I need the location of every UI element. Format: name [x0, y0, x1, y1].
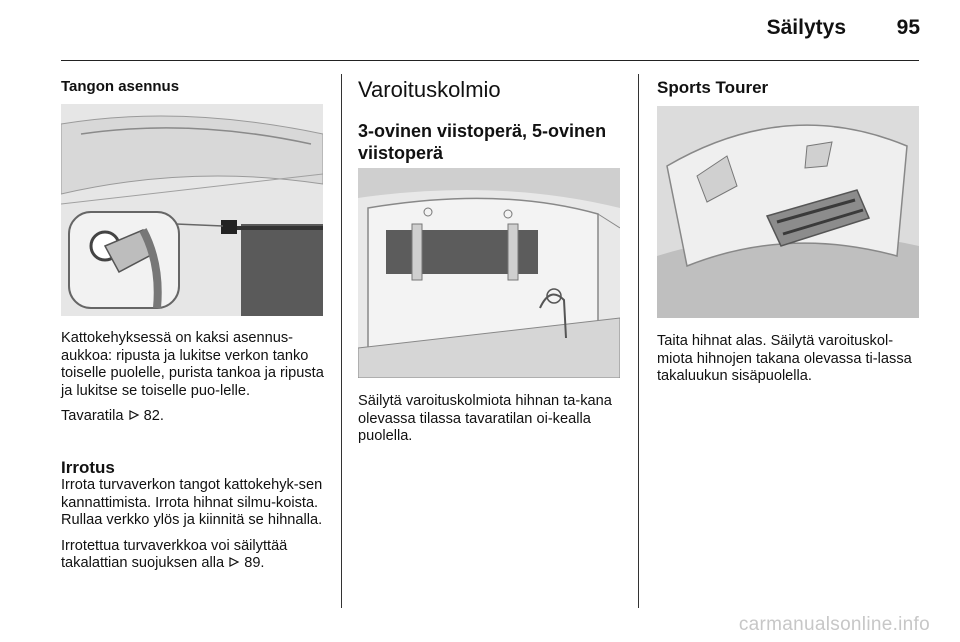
- column-divider-right: [638, 74, 639, 608]
- paragraph-warning-triangle: Säilytä varoituskolmiota hihnan ta-kana olevassa tilassa tavaratilan oi-kealla puolella.: [358, 393, 612, 445]
- section-heading-rod-install: Tangon asennus: [61, 78, 180, 95]
- page-number: 95: [896, 16, 920, 39]
- middle-column-text: [358, 393, 622, 454]
- paragraph-removal: Irrota turvaverkon tangot kattokehyk-sen kannattimista. Irrota hihnat silmu-koista. Rullaa verkko ylös ja kiinnitä se hihnalla.: [61, 477, 323, 529]
- illustration-sports-tourer-tailgate: [657, 106, 919, 318]
- subheading-removal: Irrotus: [61, 458, 115, 477]
- removal-text: [61, 477, 325, 581]
- storage-text: Irrotettua turvaverkkoa voi säilyttää takalattian suojuksen alla: [61, 537, 288, 572]
- paragraph-sports-tourer: Taita hihnat alas. Säilytä varoituskol-miota hihnojen takana olevassa ti-lassa takaluukun sisäpuolella.: [657, 333, 912, 385]
- paragraph-xref-luggage: [61, 408, 325, 426]
- xref-label: Tavaratila: [61, 408, 124, 425]
- section-heading-warning-triangle: Varoituskolmio: [358, 77, 501, 102]
- page-header-title: Säilytys: [766, 16, 846, 39]
- subheading-hatchback: 3-ovinen viistoperä, 5-ovinen viistoperä: [358, 121, 607, 163]
- paragraph-storage: [61, 538, 325, 573]
- right-column-text: [657, 333, 921, 394]
- arrow-reference-icon: [228, 556, 240, 568]
- xref-page[interactable]: 89.: [244, 555, 265, 572]
- watermark: carmanualsonline.info: [738, 614, 930, 635]
- left-column-text: [61, 330, 325, 434]
- column-divider-left: [341, 74, 342, 608]
- arrow-reference-icon: [128, 409, 140, 421]
- illustration-net-rod-mount: [61, 104, 323, 316]
- header-divider: [61, 60, 919, 61]
- xref-page[interactable]: 82.: [143, 408, 164, 425]
- section-heading-sports-tourer: Sports Tourer: [657, 78, 769, 97]
- illustration-warning-triangle-hatchback: [358, 168, 620, 378]
- paragraph-install: Kattokehyksessä on kaksi asennus-aukkoa: ripusta ja lukitse verkon tanko toiselle puolelle, purista tankoa ja ripusta ja lukitse se toiselle puo-lelle.: [61, 330, 324, 399]
